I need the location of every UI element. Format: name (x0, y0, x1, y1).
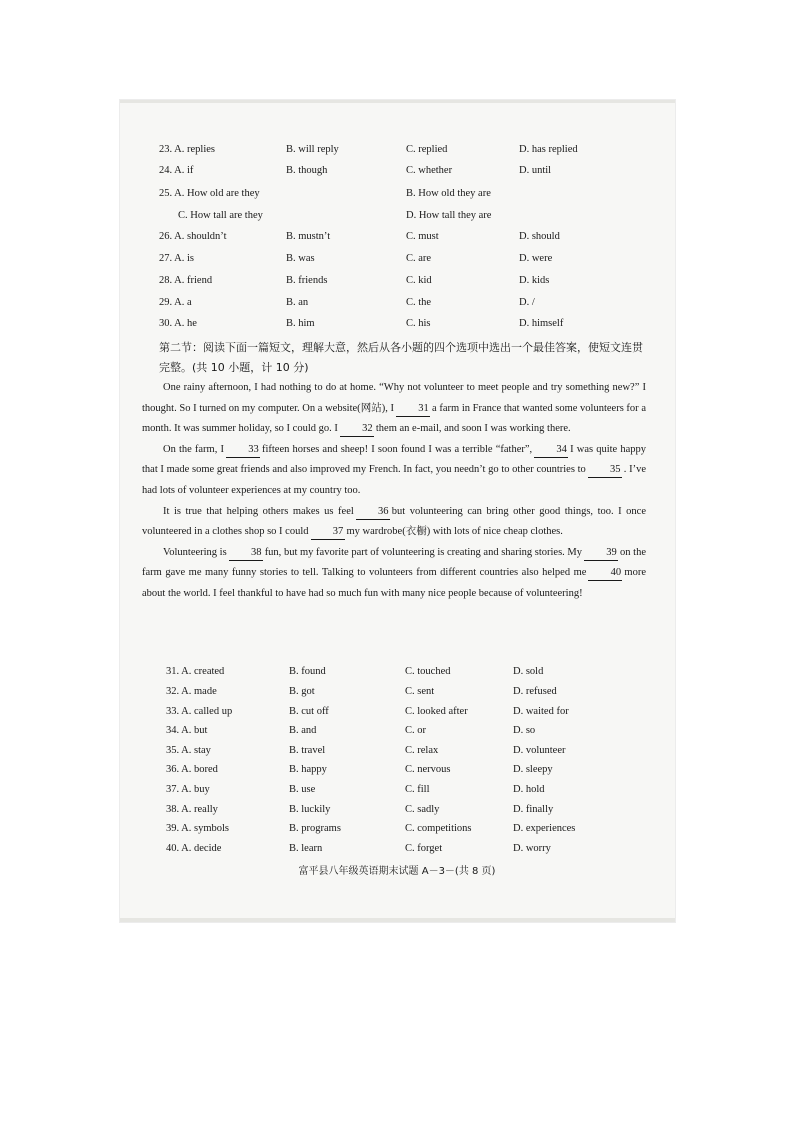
option-b: B. found (289, 666, 326, 677)
option-row-40 (0, 843, 794, 859)
option-d: D. How tall they are (406, 210, 492, 221)
option-row-30 (0, 318, 794, 334)
option-d: D. finally (513, 804, 554, 815)
option-c: C. forget (405, 843, 443, 854)
option-c: C. nervous (405, 764, 451, 775)
passage-text: them an e-mail, and soon I was working there. (375, 423, 571, 435)
option-d: D. hold (513, 784, 545, 795)
option-d: D. has replied (519, 144, 578, 155)
passage-text: . I’ve had lots of volunteer experiences at my country too. (142, 464, 646, 496)
option-a: 30. A. he (159, 318, 197, 329)
blank-33: 33 (226, 443, 260, 458)
option-b: B. cut off (289, 706, 329, 717)
option-b: B. him (286, 318, 315, 329)
option-c: C. sent (405, 686, 435, 697)
option-c: C. whether (406, 165, 453, 176)
option-a: 25. A. How old are they (159, 188, 260, 199)
option-c: C. How tall are they (178, 210, 263, 221)
paragraph-4 (142, 543, 646, 605)
option-c: C. competitions (405, 823, 472, 834)
option-a: 40. A. decide (166, 843, 222, 854)
option-c: C. fill (405, 784, 430, 795)
option-b: B. will reply (286, 144, 339, 155)
option-b: B. luckily (289, 804, 331, 815)
paragraph-3 (142, 502, 646, 543)
passage-text: It is true that helping others makes us feel (163, 505, 354, 517)
option-b: B. got (289, 686, 315, 697)
option-d: D. sleepy (513, 764, 553, 775)
option-b: B. and (289, 725, 317, 736)
option-a: 24. A. if (159, 165, 194, 176)
option-a: 29. A. a (159, 297, 192, 308)
blank-39: 39 (584, 546, 618, 561)
blank-37: 37 (311, 525, 345, 540)
paragraph-2 (142, 440, 646, 502)
option-row-31 (0, 666, 794, 682)
option-a: 34. A. but (166, 725, 208, 736)
blank-38: 38 (229, 546, 263, 561)
option-d: D. volunteer (513, 745, 566, 756)
option-b: B. How old they are (406, 188, 491, 199)
blank-40: 40 (588, 566, 622, 581)
option-c: C. or (405, 725, 426, 736)
option-b: B. mustn’t (286, 231, 331, 242)
option-c: C. sadly (405, 804, 440, 815)
option-c: C. the (406, 297, 432, 308)
option-a: 23. A. replies (159, 144, 215, 155)
passage-text: my wardrobe(衣橱) with lots of nice cheap clothes. (346, 526, 563, 538)
reading-passage (142, 378, 646, 605)
option-b: B. friends (286, 275, 328, 286)
option-a: 38. A. really (166, 804, 218, 815)
section-heading: 第二节：阅读下面一篇短文，理解大意，然后从各小题的四个选项中选出一个最佳答案，使短文连贯完整。(共 10 小题，计 10 分) (159, 341, 643, 374)
option-d: D. should (519, 231, 560, 242)
option-d: D. waited for (513, 706, 569, 717)
option-row-35 (0, 745, 794, 761)
option-row-27 (0, 253, 794, 269)
blank-32: 32 (340, 422, 374, 437)
option-a: 37. A. buy (166, 784, 210, 795)
option-a: 35. A. stay (166, 745, 211, 756)
option-d: D. sold (513, 666, 544, 677)
option-row-36 (0, 764, 794, 780)
option-row-34 (0, 725, 794, 741)
paragraph-1 (142, 378, 646, 440)
passage-text: On the farm, I (163, 443, 224, 455)
option-c: C. relax (405, 745, 439, 756)
option-d: D. refused (513, 686, 557, 697)
option-d: D. worry (513, 843, 551, 854)
blank-36: 36 (356, 505, 390, 520)
option-d: D. until (519, 165, 552, 176)
option-c: C. replied (406, 144, 448, 155)
blank-35: 35 (588, 463, 622, 478)
passage-text: but volunteering can bring other good things, too. I once volunteered in a clothes shop so I could (142, 505, 646, 538)
passage-text: I was quite happy that I made some great friends and also improved my French. In fact, you needn’t go to other countries to (142, 443, 646, 476)
option-c: C. his (406, 318, 431, 329)
option-b: B. though (286, 165, 328, 176)
passage-text: more about the world. I feel thankful to have had so much fun with many nice people because of volunteering! (142, 567, 646, 599)
option-d: D. were (519, 253, 553, 264)
option-c: C. must (406, 231, 439, 242)
option-row-24 (0, 165, 794, 181)
option-b: B. travel (289, 745, 326, 756)
option-a: 33. A. called up (166, 706, 233, 717)
option-b: B. an (286, 297, 309, 308)
option-row-38 (0, 804, 794, 820)
option-b: B. was (286, 253, 315, 264)
passage-text: on the farm gave me many funny stories to tell. Talking to volunteers from different countries also helped me (142, 546, 646, 579)
option-row-39 (0, 823, 794, 839)
option-b: B. happy (289, 764, 327, 775)
option-a: 31. A. created (166, 666, 225, 677)
option-b: B. learn (289, 843, 323, 854)
option-c: C. touched (405, 666, 451, 677)
option-c: C. kid (406, 275, 432, 286)
option-row-37 (0, 784, 794, 800)
option-b: B. programs (289, 823, 341, 834)
option-d: D. / (519, 297, 535, 308)
option-a: 32. A. made (166, 686, 217, 697)
passage-text: fun, but my favorite part of volunteering is creating and sharing stories. My (264, 546, 583, 558)
option-c: C. looked after (405, 706, 468, 717)
passage-text: Volunteering is (163, 546, 227, 558)
option-d: D. experiences (513, 823, 576, 834)
option-c: C. are (406, 253, 432, 264)
option-row-28 (0, 275, 794, 291)
page-footer: 富平县八年级英语期末试题 A－3－(共 8 页) (298, 866, 496, 877)
option-row-32 (0, 686, 794, 702)
blank-31: 31 (396, 402, 430, 417)
passage-text: a farm in France that wanted some volunteers for a month. It was summer holiday, so I could go. I (142, 402, 646, 435)
option-row-25-cd (0, 210, 794, 226)
passage-text: One rainy afternoon, I had nothing to do at home. “Why not volunteer to meet people and try something new?” I thought. So I turned on my computer. On a website(网站), I (142, 382, 646, 414)
option-a: 27. A. is (159, 253, 195, 264)
option-d: D. himself (519, 318, 564, 329)
option-row-29 (0, 297, 794, 313)
option-row-25-ab (0, 188, 794, 204)
option-row-23 (0, 144, 794, 160)
option-row-26 (0, 231, 794, 247)
blank-34: 34 (534, 443, 568, 458)
option-a: 36. A. bored (166, 764, 218, 775)
option-a: 39. A. symbols (166, 823, 230, 834)
option-a: 28. A. friend (159, 275, 213, 286)
passage-text: fifteen horses and sheep! I soon found I was a terrible “father”, (261, 443, 533, 455)
option-d: D. kids (519, 275, 550, 286)
option-d: D. so (513, 725, 536, 736)
option-a: 26. A. shouldn’t (159, 231, 227, 242)
option-b: B. use (289, 784, 316, 795)
option-row-33 (0, 706, 794, 722)
